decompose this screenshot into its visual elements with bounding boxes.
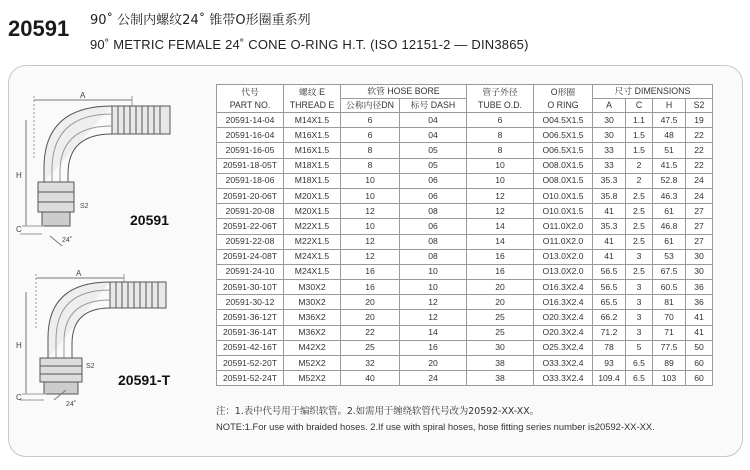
cell-thread: M14X1.5	[284, 113, 341, 128]
cell-part-no: 20591-24-08T	[217, 249, 284, 264]
table-row	[217, 113, 713, 128]
cell-tube-od: 25	[467, 325, 534, 340]
cell-s2: 22	[686, 128, 713, 143]
cell-part-no: 20591-14-04	[217, 113, 284, 128]
cell-part-no: 20591-30-10T	[217, 280, 284, 295]
table-row	[217, 234, 713, 249]
cell-part-no: 20591-16-04	[217, 128, 284, 143]
col-oring	[534, 85, 593, 113]
cell-o-ring: O08.0X1.5	[534, 158, 593, 173]
col-part-cn: 代号	[241, 86, 259, 97]
cell-part-no: 20591-22-08	[217, 234, 284, 249]
cell-dn: 22	[341, 325, 400, 340]
cell-tube-od: 25	[467, 310, 534, 325]
cell-o-ring: O08.0X1.5	[534, 173, 593, 188]
cell-dn: 8	[341, 143, 400, 158]
cell-part-no: 20591-20-08	[217, 204, 284, 219]
cell-tube-od: 12	[467, 204, 534, 219]
table-row	[217, 204, 713, 219]
cell-h: 51	[653, 143, 686, 158]
cell-dash: 14	[400, 325, 467, 340]
cell-c: 5	[626, 340, 653, 355]
cell-dash: 12	[400, 295, 467, 310]
cell-h: 77.5	[653, 340, 686, 355]
cell-c: 1.1	[626, 113, 653, 128]
cell-thread: M18X1.5	[284, 158, 341, 173]
cell-tube-od: 12	[467, 188, 534, 203]
cell-thread: M30X2	[284, 295, 341, 310]
spec-table	[216, 84, 713, 386]
cell-dash: 08	[400, 204, 467, 219]
cell-a: 35.3	[593, 219, 626, 234]
cell-h: 47.5	[653, 113, 686, 128]
cell-o-ring: O10.0X1.5	[534, 204, 593, 219]
cell-dn: 12	[341, 249, 400, 264]
cell-h: 67.5	[653, 264, 686, 279]
cell-tube-od: 6	[467, 113, 534, 128]
col-a: A	[593, 99, 626, 113]
cell-o-ring: O06.5X1.5	[534, 143, 593, 158]
cell-s2: 60	[686, 356, 713, 371]
col-tube	[467, 85, 534, 113]
cell-dn: 25	[341, 340, 400, 355]
cell-dash: 05	[400, 143, 467, 158]
cell-part-no: 20591-36-12T	[217, 310, 284, 325]
cell-thread: M30X2	[284, 280, 341, 295]
cell-o-ring: O33.3X2.4	[534, 371, 593, 386]
cell-dn: 32	[341, 356, 400, 371]
table-row	[217, 310, 713, 325]
cell-thread: M20X1.5	[284, 204, 341, 219]
cell-c: 2.5	[626, 204, 653, 219]
cell-a: 93	[593, 356, 626, 371]
cell-tube-od: 8	[467, 143, 534, 158]
col-oring-en: O RING	[547, 99, 579, 110]
cell-a: 30	[593, 113, 626, 128]
cell-thread: M16X1.5	[284, 128, 341, 143]
cell-tube-od: 14	[467, 219, 534, 234]
cell-h: 46.3	[653, 188, 686, 203]
cell-thread: M52X2	[284, 356, 341, 371]
cell-dash: 10	[400, 280, 467, 295]
cell-dash: 06	[400, 173, 467, 188]
cell-s2: 27	[686, 219, 713, 234]
cell-o-ring: O11.0X2.0	[534, 219, 593, 234]
cell-s2: 22	[686, 158, 713, 173]
cell-h: 46.8	[653, 219, 686, 234]
cell-a: 41	[593, 234, 626, 249]
table-row	[217, 371, 713, 386]
cell-thread: M22X1.5	[284, 219, 341, 234]
table-row	[217, 280, 713, 295]
cell-thread: M18X1.5	[284, 173, 341, 188]
cell-h: 103	[653, 371, 686, 386]
cell-c: 1.5	[626, 143, 653, 158]
cell-s2: 36	[686, 295, 713, 310]
cell-dash: 08	[400, 249, 467, 264]
table-row	[217, 188, 713, 203]
cell-a: 78	[593, 340, 626, 355]
table-row	[217, 340, 713, 355]
dim-angle-label-t: 24˚	[66, 401, 77, 408]
cell-tube-od: 20	[467, 295, 534, 310]
cell-s2: 27	[686, 234, 713, 249]
cell-a: 65.5	[593, 295, 626, 310]
cell-s2: 30	[686, 249, 713, 264]
cell-dn: 20	[341, 310, 400, 325]
cell-tube-od: 16	[467, 249, 534, 264]
note-chinese: 注：1.表中代号用于编织软管。2.如需用于缠绕软管代号改为20592-XX-XX。	[216, 406, 539, 417]
cell-dn: 16	[341, 280, 400, 295]
dim-a-label-t: A	[76, 269, 82, 278]
cell-dn: 8	[341, 158, 400, 173]
cell-s2: 24	[686, 188, 713, 203]
cell-tube-od: 14	[467, 234, 534, 249]
table-row	[217, 356, 713, 371]
cell-part-no: 20591-22-06T	[217, 219, 284, 234]
cell-c: 2.5	[626, 234, 653, 249]
cell-s2: 36	[686, 280, 713, 295]
col-c: C	[626, 99, 653, 113]
cell-dash: 06	[400, 188, 467, 203]
cell-part-no: 20591-52-20T	[217, 356, 284, 371]
cell-h: 89	[653, 356, 686, 371]
dim-c-label-t: C	[16, 393, 22, 402]
cell-o-ring: O10.0X1.5	[534, 188, 593, 203]
title-chinese: 90˚ 公制内螺纹24˚ 锥带O形圈重系列	[90, 13, 311, 28]
cell-dash: 05	[400, 158, 467, 173]
cell-tube-od: 20	[467, 280, 534, 295]
cell-thread: M52X2	[284, 371, 341, 386]
cell-c: 2.5	[626, 219, 653, 234]
cell-tube-od: 10	[467, 158, 534, 173]
cell-h: 41.5	[653, 158, 686, 173]
cell-h: 71	[653, 325, 686, 340]
product-code: 20591	[8, 16, 70, 41]
cell-s2: 22	[686, 143, 713, 158]
cell-dash: 10	[400, 264, 467, 279]
cell-s2: 60	[686, 371, 713, 386]
cell-o-ring: O20.3X2.4	[534, 325, 593, 340]
cell-c: 3	[626, 249, 653, 264]
cell-a: 71.2	[593, 325, 626, 340]
cell-part-no: 20591-18-05T	[217, 158, 284, 173]
col-dn: 公称内径DN	[341, 99, 400, 113]
cell-s2: 41	[686, 325, 713, 340]
cell-dn: 12	[341, 234, 400, 249]
note-english: NOTE:1.For use with braided hoses. 2.If use with spiral hoses, hose fitting series number is20592-XX-XX.	[216, 421, 655, 432]
cell-o-ring: O13.0X2.0	[534, 264, 593, 279]
col-oring-cn: O形圈	[550, 86, 576, 97]
cell-h: 70	[653, 310, 686, 325]
cell-c: 2.5	[626, 264, 653, 279]
dim-h-label: H	[16, 171, 22, 180]
cell-dash: 04	[400, 128, 467, 143]
spec-table-body	[217, 113, 713, 386]
col-part	[217, 85, 284, 113]
table-row	[217, 128, 713, 143]
cell-c: 1.5	[626, 128, 653, 143]
cell-a: 35.3	[593, 173, 626, 188]
cell-dn: 6	[341, 128, 400, 143]
cell-c: 2	[626, 173, 653, 188]
col-tube-en: TUBE O.D.	[478, 99, 522, 110]
cell-part-no: 20591-36-14T	[217, 325, 284, 340]
cell-thread: M16X1.5	[284, 143, 341, 158]
cell-h: 48	[653, 128, 686, 143]
table-row	[217, 325, 713, 340]
cell-dn: 40	[341, 371, 400, 386]
dim-c-label: C	[16, 225, 22, 234]
cell-a: 30	[593, 128, 626, 143]
cell-o-ring: O11.0X2.0	[534, 234, 593, 249]
cell-dn: 10	[341, 219, 400, 234]
cell-dn: 16	[341, 264, 400, 279]
cell-a: 41	[593, 204, 626, 219]
cell-part-no: 20591-30-12	[217, 295, 284, 310]
cell-dash: 24	[400, 371, 467, 386]
cell-s2: 24	[686, 173, 713, 188]
cell-o-ring: O16.3X2.4	[534, 295, 593, 310]
cell-h: 61	[653, 204, 686, 219]
notes	[216, 404, 655, 434]
cell-thread: M36X2	[284, 325, 341, 340]
cell-tube-od: 8	[467, 128, 534, 143]
cell-o-ring: O16.3X2.4	[534, 280, 593, 295]
cell-a: 109.4	[593, 371, 626, 386]
cell-c: 6.5	[626, 356, 653, 371]
cell-tube-od: 10	[467, 173, 534, 188]
cell-c: 6.5	[626, 371, 653, 386]
dim-h-label-t: H	[16, 341, 22, 350]
table-row	[217, 295, 713, 310]
col-part-en: PART NO.	[229, 99, 271, 110]
cell-c: 3	[626, 295, 653, 310]
cell-dash: 20	[400, 356, 467, 371]
cell-s2: 50	[686, 340, 713, 355]
cell-dn: 20	[341, 295, 400, 310]
cell-o-ring: O33.3X2.4	[534, 356, 593, 371]
cell-c: 3	[626, 325, 653, 340]
cell-tube-od: 38	[467, 356, 534, 371]
cell-part-no: 20591-16-05	[217, 143, 284, 158]
table-row	[217, 173, 713, 188]
cell-thread: M36X2	[284, 310, 341, 325]
col-dimensions: 尺寸 DIMENSIONS	[593, 85, 713, 99]
cell-s2: 19	[686, 113, 713, 128]
col-thread-cn: 螺纹 E	[299, 86, 325, 97]
col-tube-cn: 管子外径	[482, 86, 518, 97]
cell-thread: M22X1.5	[284, 234, 341, 249]
cell-dn: 10	[341, 188, 400, 203]
fitting-drawings	[14, 78, 214, 408]
dim-s2-label-t: S2	[86, 363, 95, 370]
cell-o-ring: O04.5X1.5	[534, 113, 593, 128]
table-row	[217, 219, 713, 234]
cell-a: 41	[593, 249, 626, 264]
cell-o-ring: O13.0X2.0	[534, 249, 593, 264]
table-row	[217, 249, 713, 264]
dim-a-label: A	[80, 91, 86, 100]
dim-s2-label: S2	[80, 203, 89, 210]
cell-h: 53	[653, 249, 686, 264]
dim-angle-label: 24˚	[62, 237, 73, 244]
cell-thread: M24X1.5	[284, 249, 341, 264]
cell-c: 3	[626, 280, 653, 295]
table-row	[217, 158, 713, 173]
cell-tube-od: 30	[467, 340, 534, 355]
cell-dash: 16	[400, 340, 467, 355]
col-thread-en: THREAD E	[289, 99, 335, 110]
cell-dash: 06	[400, 219, 467, 234]
cell-tube-od: 16	[467, 264, 534, 279]
cell-part-no: 20591-24-10	[217, 264, 284, 279]
cell-part-no: 20591-20-06T	[217, 188, 284, 203]
cell-o-ring: O06.5X1.5	[534, 128, 593, 143]
cell-s2: 27	[686, 204, 713, 219]
table-row	[217, 264, 713, 279]
cell-c: 2.5	[626, 188, 653, 203]
cell-o-ring: O20.3X2.4	[534, 310, 593, 325]
col-thread	[284, 85, 341, 113]
cell-a: 56.5	[593, 280, 626, 295]
table-row	[217, 143, 713, 158]
cell-h: 81	[653, 295, 686, 310]
cell-s2: 41	[686, 310, 713, 325]
cell-s2: 30	[686, 264, 713, 279]
cell-part-no: 20591-18-06	[217, 173, 284, 188]
cell-c: 3	[626, 310, 653, 325]
cell-a: 56.5	[593, 264, 626, 279]
col-dash: 标号 DASH	[400, 99, 467, 113]
cell-a: 35.8	[593, 188, 626, 203]
col-hose-bore: 软管 HOSE BORE	[341, 85, 467, 99]
cell-dash: 12	[400, 310, 467, 325]
cell-a: 33	[593, 143, 626, 158]
cell-thread: M20X1.5	[284, 188, 341, 203]
cell-dn: 12	[341, 204, 400, 219]
cell-c: 2	[626, 158, 653, 173]
cell-thread: M42X2	[284, 340, 341, 355]
cell-a: 33	[593, 158, 626, 173]
cell-part-no: 20591-42-16T	[217, 340, 284, 355]
model-label-20591-T: 20591-T	[118, 372, 171, 388]
model-label-20591: 20591	[130, 212, 169, 228]
cell-h: 61	[653, 234, 686, 249]
cell-dn: 6	[341, 113, 400, 128]
cell-thread: M24X1.5	[284, 264, 341, 279]
title-english: 90˚ METRIC FEMALE 24˚ CONE O-RING H.T. (ISO 12151-2 — DIN3865)	[90, 37, 529, 52]
cell-dn: 10	[341, 173, 400, 188]
cell-h: 60.5	[653, 280, 686, 295]
cell-h: 52.8	[653, 173, 686, 188]
col-h: H	[653, 99, 686, 113]
col-s2: S2	[686, 99, 713, 113]
cell-dash: 08	[400, 234, 467, 249]
cell-dash: 04	[400, 113, 467, 128]
cell-a: 66.2	[593, 310, 626, 325]
cell-part-no: 20591-52-24T	[217, 371, 284, 386]
cell-o-ring: O25.3X2.4	[534, 340, 593, 355]
cell-tube-od: 38	[467, 371, 534, 386]
